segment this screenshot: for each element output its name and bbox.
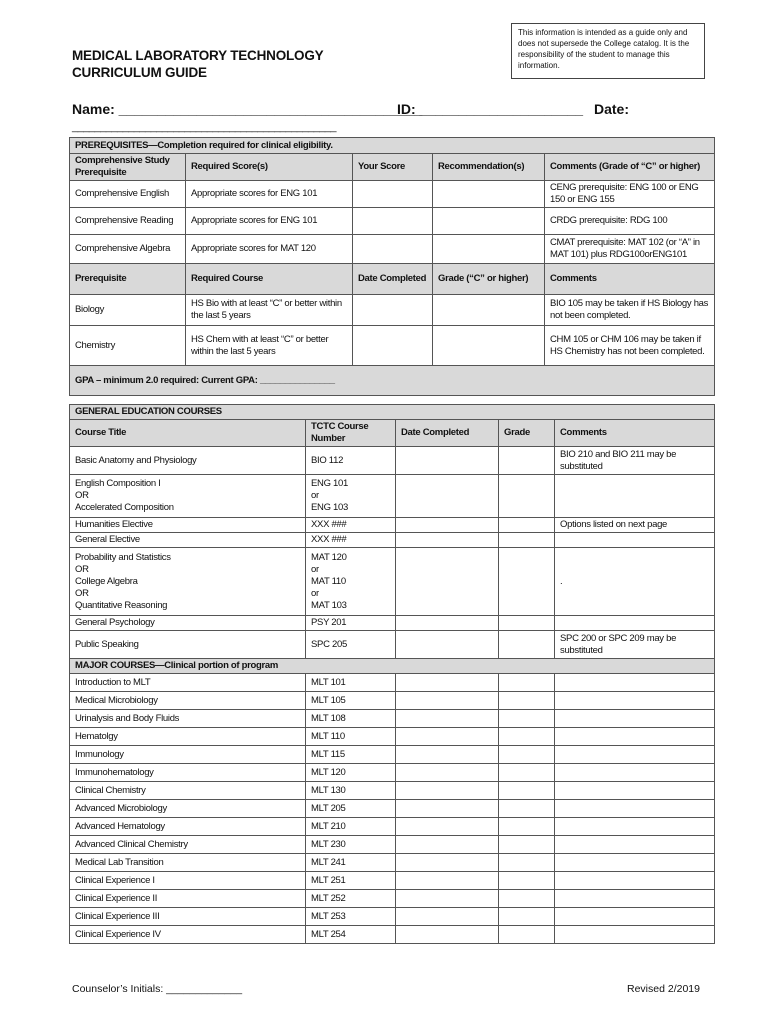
- grade-cell[interactable]: [433, 295, 545, 326]
- major-course-row: [70, 926, 715, 944]
- prereq-name: Biology: [70, 295, 186, 326]
- counselor-initials-field[interactable]: Counselor’s Initials: _____________: [72, 983, 243, 995]
- prereq-column-header: Required Course: [186, 264, 353, 295]
- grade-cell[interactable]: [499, 872, 555, 890]
- id-field[interactable]: ID: _____________________: [397, 101, 584, 117]
- course-title: Advanced Clinical Chemistry: [70, 836, 306, 854]
- prereq-column-header: Date Completed: [353, 264, 433, 295]
- date-completed-cell[interactable]: [396, 674, 499, 692]
- course-number: PSY 201: [306, 616, 396, 631]
- prereq-comment: CHM 105 or CHM 106 may be taken if HS Chemistry has not been completed.: [545, 326, 715, 366]
- prereq-column-header: Prerequisite: [70, 264, 186, 295]
- course-number: MLT 254: [306, 926, 396, 944]
- required-course: HS Chem with at least “C” or better within the last 5 years: [186, 326, 353, 366]
- course-number: MLT 205: [306, 800, 396, 818]
- course-title: Clinical Experience I: [70, 872, 306, 890]
- prerequisites-table: [69, 137, 715, 396]
- grade-cell[interactable]: [499, 746, 555, 764]
- grade-cell[interactable]: [499, 782, 555, 800]
- course-comment[interactable]: [555, 818, 715, 836]
- major-course-row: [70, 746, 715, 764]
- course-number: MLT 210: [306, 818, 396, 836]
- grade-cell[interactable]: [499, 818, 555, 836]
- prereq-course-row: [70, 295, 715, 326]
- course-comment[interactable]: [555, 836, 715, 854]
- course-number: MLT 101: [306, 674, 396, 692]
- course-title: Advanced Hematology: [70, 818, 306, 836]
- gened-course-row: [70, 616, 715, 631]
- prereq-name: Chemistry: [70, 326, 186, 366]
- course-comment[interactable]: [555, 674, 715, 692]
- your-score-cell[interactable]: [353, 208, 433, 235]
- course-comment[interactable]: [555, 728, 715, 746]
- grade-cell[interactable]: [499, 800, 555, 818]
- date-completed-cell[interactable]: [353, 326, 433, 366]
- course-title: English Composition I OR Accelerated Composition: [70, 475, 306, 518]
- gened-column-header: Course Title: [70, 420, 306, 447]
- grade-cell[interactable]: [499, 836, 555, 854]
- course-number: MLT 230: [306, 836, 396, 854]
- major-course-row: [70, 710, 715, 728]
- course-number: MLT 251: [306, 872, 396, 890]
- course-title: Clinical Chemistry: [70, 782, 306, 800]
- grade-cell[interactable]: [499, 890, 555, 908]
- gened-column-header: TCTC Course Number: [306, 420, 396, 447]
- course-number: MLT 253: [306, 908, 396, 926]
- gened-course-row: [70, 631, 715, 659]
- major-course-row: [70, 800, 715, 818]
- course-number: MLT 115: [306, 746, 396, 764]
- revision-date: Revised 2/2019: [627, 983, 700, 995]
- course-title: Probability and Statistics OR College Algebra OR Quantitative Reasoning: [70, 548, 306, 616]
- major-course-row: [70, 764, 715, 782]
- course-title: Basic Anatomy and Physiology: [70, 447, 306, 475]
- date-completed-cell[interactable]: [396, 728, 499, 746]
- prereq-course-row: [70, 326, 715, 366]
- course-comment: Options listed on next page: [555, 518, 715, 533]
- course-title: General Psychology: [70, 616, 306, 631]
- prereq-comment: BIO 105 may be taken if HS Biology has not been completed.: [545, 295, 715, 326]
- prereq-column-header: Required Score(s): [186, 154, 353, 181]
- prereq-column-header: Comprehensive Study Prerequisite: [70, 154, 186, 181]
- grade-cell[interactable]: [499, 692, 555, 710]
- recommendation-cell[interactable]: [433, 208, 545, 235]
- course-comment[interactable]: [555, 746, 715, 764]
- date-completed-cell[interactable]: [396, 475, 499, 518]
- prereq-section-title: PREREQUISITES—Completion required for clinical eligibility.: [70, 138, 715, 154]
- major-course-row: [70, 818, 715, 836]
- title-line-1: MEDICAL LABORATORY TECHNOLOGY: [72, 48, 324, 63]
- course-title: Introduction to MLT: [70, 674, 306, 692]
- major-course-row: [70, 908, 715, 926]
- date-completed-cell[interactable]: [396, 710, 499, 728]
- required-score: Appropriate scores for ENG 101: [186, 181, 353, 208]
- major-course-row: [70, 890, 715, 908]
- course-number: MLT 120: [306, 764, 396, 782]
- prereq-comment: CENG prerequisite: ENG 100 or ENG 150 or ENG 155: [545, 181, 715, 208]
- prereq-row: [70, 208, 715, 235]
- grade-cell[interactable]: [499, 631, 555, 659]
- course-number: MLT 252: [306, 890, 396, 908]
- major-course-row: [70, 728, 715, 746]
- course-title: Medical Lab Transition: [70, 854, 306, 872]
- course-number: MLT 110: [306, 728, 396, 746]
- major-course-row: [70, 674, 715, 692]
- date-completed-cell[interactable]: [396, 818, 499, 836]
- gened-course-row: [70, 475, 715, 518]
- course-comment[interactable]: [555, 710, 715, 728]
- required-course: HS Bio with at least “C” or better within the last 5 years: [186, 295, 353, 326]
- course-title: Immunohematology: [70, 764, 306, 782]
- course-comment[interactable]: [555, 854, 715, 872]
- course-comment: BIO 210 and BIO 211 may be substituted: [555, 447, 715, 475]
- required-score: Appropriate scores for ENG 101: [186, 208, 353, 235]
- major-course-row: [70, 836, 715, 854]
- prereq-name: Comprehensive Reading: [70, 208, 186, 235]
- gened-column-header: Date Completed: [396, 420, 499, 447]
- date-completed-cell[interactable]: [396, 764, 499, 782]
- prereq-name: Comprehensive English: [70, 181, 186, 208]
- your-score-cell[interactable]: [353, 181, 433, 208]
- prereq-comment: CMAT prerequisite: MAT 102 (or “A” in MAT 101) plus RDG100orENG101: [545, 235, 715, 264]
- prereq-name: Comprehensive Algebra: [70, 235, 186, 264]
- date-completed-cell[interactable]: [396, 854, 499, 872]
- course-number: BIO 112: [306, 447, 396, 475]
- course-title: Humanities Elective: [70, 518, 306, 533]
- course-number: MAT 120 or MAT 110 or MAT 103: [306, 548, 396, 616]
- grade-cell[interactable]: [499, 854, 555, 872]
- date-completed-cell[interactable]: [396, 533, 499, 548]
- course-comment[interactable]: [555, 926, 715, 944]
- general-education-table: [69, 404, 715, 944]
- gened-course-row: [70, 518, 715, 533]
- course-title: Clinical Experience IV: [70, 926, 306, 944]
- page-title: [72, 47, 323, 81]
- course-number: XXX ###: [306, 533, 396, 548]
- course-title: Advanced Microbiology: [70, 800, 306, 818]
- course-comment: [555, 475, 715, 518]
- date-completed-cell[interactable]: [396, 447, 499, 475]
- course-comment[interactable]: [555, 692, 715, 710]
- date-completed-cell[interactable]: [396, 890, 499, 908]
- major-section-title: MAJOR COURSES—Clinical portion of program: [70, 659, 715, 674]
- grade-cell[interactable]: [499, 533, 555, 548]
- grade-cell[interactable]: [433, 326, 545, 366]
- course-number: ENG 101 or ENG 103: [306, 475, 396, 518]
- date-completed-cell[interactable]: [396, 518, 499, 533]
- major-course-row: [70, 872, 715, 890]
- grade-cell[interactable]: [499, 447, 555, 475]
- major-course-row: [70, 854, 715, 872]
- course-number: XXX ###: [306, 518, 396, 533]
- prereq-row: [70, 235, 715, 264]
- course-title: Medical Microbiology: [70, 692, 306, 710]
- course-comment[interactable]: [555, 782, 715, 800]
- date-completed-cell[interactable]: [396, 746, 499, 764]
- required-score: Appropriate scores for MAT 120: [186, 235, 353, 264]
- date-completed-cell[interactable]: [396, 836, 499, 854]
- date-completed-cell[interactable]: [396, 548, 499, 616]
- grade-cell[interactable]: [499, 548, 555, 616]
- prereq-comment: CRDG prerequisite: RDG 100: [545, 208, 715, 235]
- gened-course-row: [70, 548, 715, 616]
- gened-section-title: GENERAL EDUCATION COURSES: [70, 405, 715, 420]
- your-score-cell[interactable]: [353, 235, 433, 264]
- course-comment[interactable]: [555, 890, 715, 908]
- grade-cell[interactable]: [499, 518, 555, 533]
- course-title: Urinalysis and Body Fluids: [70, 710, 306, 728]
- course-title: Clinical Experience II: [70, 890, 306, 908]
- gened-column-header: Comments: [555, 420, 715, 447]
- date-completed-cell[interactable]: [396, 800, 499, 818]
- prereq-column-header: Recommendation(s): [433, 154, 545, 181]
- gened-course-row: [70, 533, 715, 548]
- prereq-column-header: Comments (Grade of “C” or higher): [545, 154, 715, 181]
- course-comment: [555, 533, 715, 548]
- course-title: Clinical Experience III: [70, 908, 306, 926]
- gened-course-row: [70, 447, 715, 475]
- date-completed-cell[interactable]: [396, 782, 499, 800]
- course-comment[interactable]: [555, 800, 715, 818]
- gpa-requirement[interactable]: GPA – minimum 2.0 required: Current GPA: _______________: [70, 366, 715, 396]
- recommendation-cell[interactable]: [433, 235, 545, 264]
- course-number: MLT 130: [306, 782, 396, 800]
- course-number: MLT 241: [306, 854, 396, 872]
- course-comment[interactable]: [555, 908, 715, 926]
- date-completed-cell[interactable]: [396, 692, 499, 710]
- title-line-2: CURRICULUM GUIDE: [72, 65, 207, 80]
- grade-cell[interactable]: [499, 475, 555, 518]
- grade-cell[interactable]: [499, 728, 555, 746]
- grade-cell[interactable]: [499, 926, 555, 944]
- course-title: Hematolgy: [70, 728, 306, 746]
- grade-cell[interactable]: [499, 908, 555, 926]
- major-course-row: [70, 782, 715, 800]
- name-continuation-line: _______________________________________________: [72, 121, 337, 133]
- course-title: General Elective: [70, 533, 306, 548]
- grade-cell[interactable]: [499, 710, 555, 728]
- gened-column-header: Grade: [499, 420, 555, 447]
- course-comment[interactable]: [555, 764, 715, 782]
- name-field[interactable]: Name: _______________________________________: [72, 101, 423, 117]
- grade-cell[interactable]: [499, 764, 555, 782]
- course-number: MLT 105: [306, 692, 396, 710]
- grade-cell[interactable]: [499, 674, 555, 692]
- course-comment: SPC 200 or SPC 209 may be substituted: [555, 631, 715, 659]
- grade-cell[interactable]: [499, 616, 555, 631]
- date-field[interactable]: Date:: [594, 101, 630, 117]
- prereq-row: [70, 181, 715, 208]
- course-number: MLT 108: [306, 710, 396, 728]
- date-completed-cell[interactable]: [396, 926, 499, 944]
- course-comment: .: [555, 548, 715, 616]
- date-completed-cell[interactable]: [396, 908, 499, 926]
- date-completed-cell[interactable]: [396, 872, 499, 890]
- course-number: SPC 205: [306, 631, 396, 659]
- course-comment: [555, 616, 715, 631]
- recommendation-cell[interactable]: [433, 181, 545, 208]
- date-completed-cell[interactable]: [396, 631, 499, 659]
- course-title: Immunology: [70, 746, 306, 764]
- major-course-row: [70, 692, 715, 710]
- date-completed-cell[interactable]: [353, 295, 433, 326]
- prereq-column-header: Comments: [545, 264, 715, 295]
- prereq-column-header: Your Score: [353, 154, 433, 181]
- course-comment[interactable]: [555, 872, 715, 890]
- date-completed-cell[interactable]: [396, 616, 499, 631]
- course-title: Public Speaking: [70, 631, 306, 659]
- prereq-column-header: Grade (“C” or higher): [433, 264, 545, 295]
- disclaimer-notice: This information is intended as a guide only and does not supersede the College catalog. It is the responsibility of the student to manage this information.: [511, 23, 705, 79]
